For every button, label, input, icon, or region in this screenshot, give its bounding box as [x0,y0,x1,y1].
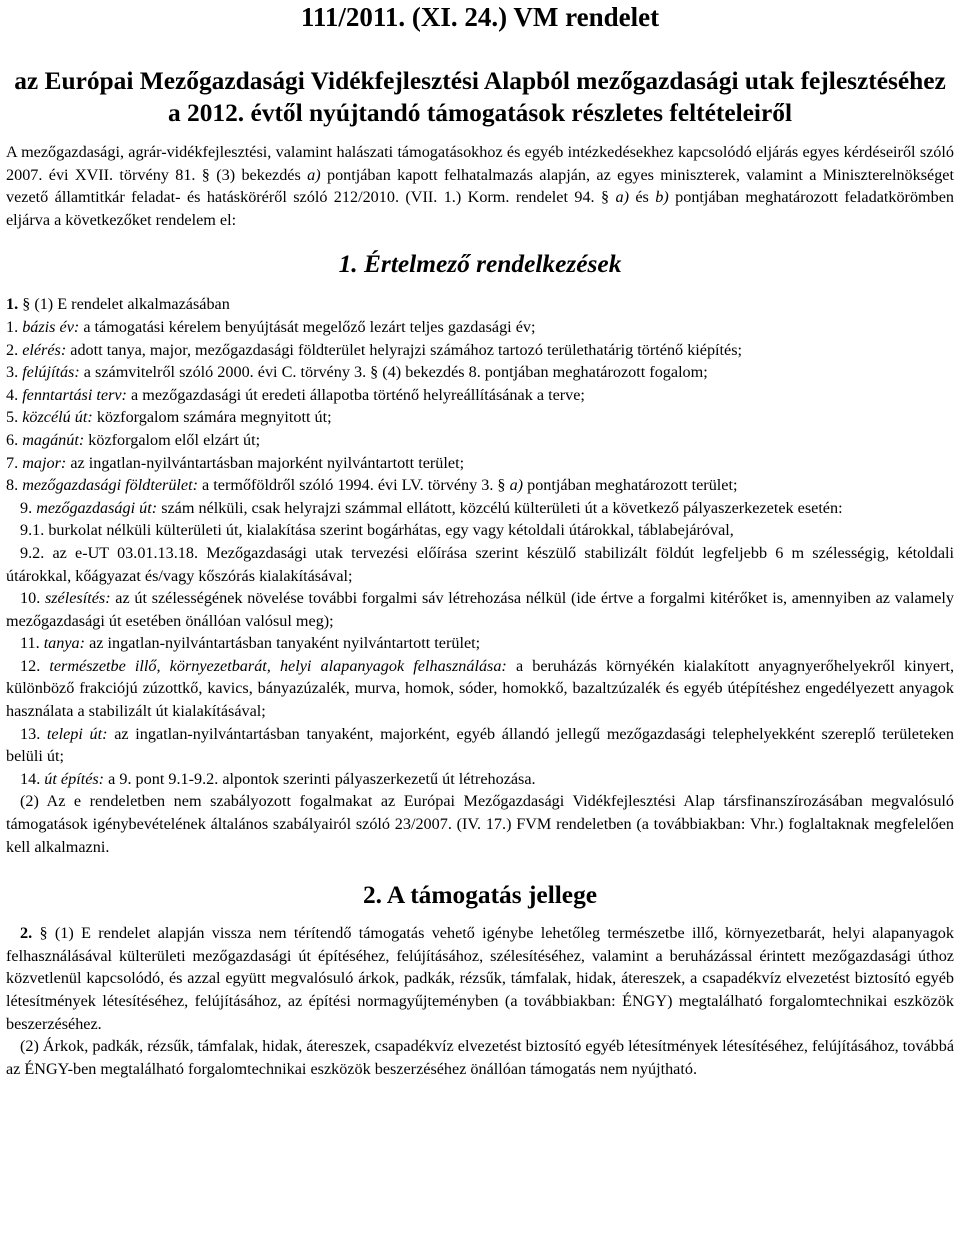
definition-item: 3. felújítás: a számvitelről szóló 2000. évi C. törvény 3. § (4) bekezdés 8. pontjában meghatározott fogalom; [6,363,708,382]
definition-item: 7. major: az ingatlan-nyilvántartásban majorként nyilvántartott terület; [6,453,465,472]
definition-item: 6. magánút: közforgalom elől elzárt út; [6,430,261,449]
definition-item: 4. fenntartási terv: a mezőgazdasági út eredeti állapotba történő helyreállításának a terve; [6,385,585,404]
definition-item: 8. mezőgazdasági földterület: a termőföldről szóló 1994. évi LV. törvény 3. § a) pontjában meghatározott terület; [6,476,738,495]
intro-paragraph: A mezőgazdasági, agrár-vidékfejlesztési, valamint halászati támogatásokhoz és egyéb intézkedésekhez kapcsolódó eljárás egyes kérdéseiről szóló 2007. évi XVII. törvény 81. § (3) bekezdés a) pontjában kapott felhatalmazás alapján, az egyes miniszterek, valamint a Miniszterelnökséget vezető államtitkár feladat- és hatásköréről szóló 212/2010. (VII. 1.) Korm. rendelet 94. § a) és b) pontjában meghatározott feladatkörömben eljárva a következőket rendelem el: [6,143,955,229]
definition-item: 11. tanya: az ingatlan-nyilvántartásban tanyaként nyilvántartott terület; [20,634,481,653]
document-subtitle: az Európai Mezőgazdasági Vidékfejlesztési Alapból mezőgazdasági utak fejlesztéséhez a 2012. évtől nyújtandó támogatások részletes feltételeiről [14,67,946,127]
section-1-intro: 1. § (1) E rendelet alkalmazásában [6,295,230,314]
section-2-heading: 2. A támogatás jellege [362,881,598,910]
definition-item: 10. szélesítés: az út szélességének növelése további forgalmi sáv létrehozása nélkül (ide értve a forgalmi kitérőket is, amennyiben az valamely mezőgazdasági út esetében önállóan valósul meg); [6,589,954,630]
definition-item: 14. út építés: a 9. pont 9.1-9.2. alpontok szerinti pályaszerkezetű út létrehozása. [20,769,536,788]
definition-item: 13. telepi út: az ingatlan-nyilvántartásban tanyaként, majorként, egyéb állandó jellegű mezőgazdasági telephelyekként szereplő területeken belüli út; [6,724,955,766]
definition-list [6,316,954,790]
section-1-heading: 1. Értelmező rendelkezések [338,250,622,279]
definition-item: 2. elérés: adott tanya, major, mezőgazdasági földterület helyrajzi számához tartozó területhatárig történő kiépítés; [6,340,743,359]
section-2-paragraph-2: (2) Árkok, padkák, rézsűk, támfalak, hidak, átereszek, csapadékvíz elvezetést biztosító egyéb létesítmények létesítéséhez, felújításához, továbbá az ÉNGY-ben megtalálható forgalomtechnikai eszközök beszerzéséhez önállóan támogatás nem nyújtható. [6,1037,954,1078]
section-2-paragraph-1: 2. § (1) E rendelet alapján vissza nem térítendő támogatás vehető igénybe lehetőleg természetbe illő, környezetbarát, helyi alapanyagok felhasználásával külterületi mezőgazdasági út építéséhez, felújításához, szélesítéséhez, valamint a beruházással érintett mezőgazdasági úthoz közvetlenül kapcsolódó, és azzal együtt megvalósuló árkok, padkák, rézsűk, támfalak, hidak, átereszek, a csapadékvíz elvezetést biztosító egyéb létesítmények létesítéséhez, felújításához, az építési normagyűjteményben (a továbbiakban: ÉNGY) megtalálható forgalomtechnikai eszközök beszerzéséhez. [6,924,954,1033]
sub-definition-item: 9.1. burkolat nélküli külterületi út, kialakítása szerint bogárhátas, egy vagy kétoldali útárokkal, táblabejáróval, [20,521,734,540]
definition-item: 12. természetbe illő, környezetbarát, helyi alapanyagok felhasználása: a beruházás környékén kialakított anyagnyerőhelyekről kinyert, különböző frakciójú zúzottkő, kavics, bányazúzalék, murva, homok, sóder, homokkő, bazaltzúzalék és egyéb útépítéshez engedélyezett anyagok használata a stabilizált út kialakításával; [6,656,954,721]
sub-definition-item: 9.2. az e-UT 03.01.13.18. Mezőgazdasági utak tervezési előírása szerint készülő stabilizált földút legfeljebb 6 m szélességig, kétoldali útárokkal, kőágyazat és/vagy kőszórás kialakításával; [6,543,954,585]
definition-item: 9. mezőgazdasági út: szám nélküli, csak helyrajzi számmal ellátott, közcélú külterületi út a következő pályaszerkezetek esetén: [20,498,843,517]
document-title: 111/2011. (XI. 24.) VM rendelet [300,2,660,32]
definition-item: 5. közcélú út: közforgalom számára megnyitott út; [6,408,332,427]
definition-item: 1. bázis év: a támogatási kérelem benyújtását megelőző lezárt teljes gazdasági év; [6,317,536,336]
paragraph-2: (2) Az e rendeletben nem szabályozott fogalmakat az Európai Mezőgazdasági Vidékfejlesztési Alap társfinanszírozásában megvalósuló támogatások igénybevételének általános szabályairól szóló 23/2007. (IV. 17.) FVM rendeletben (a továbbiakban: Vhr.) foglaltaknak megfelelően kell alkalmazni. [6,792,954,856]
